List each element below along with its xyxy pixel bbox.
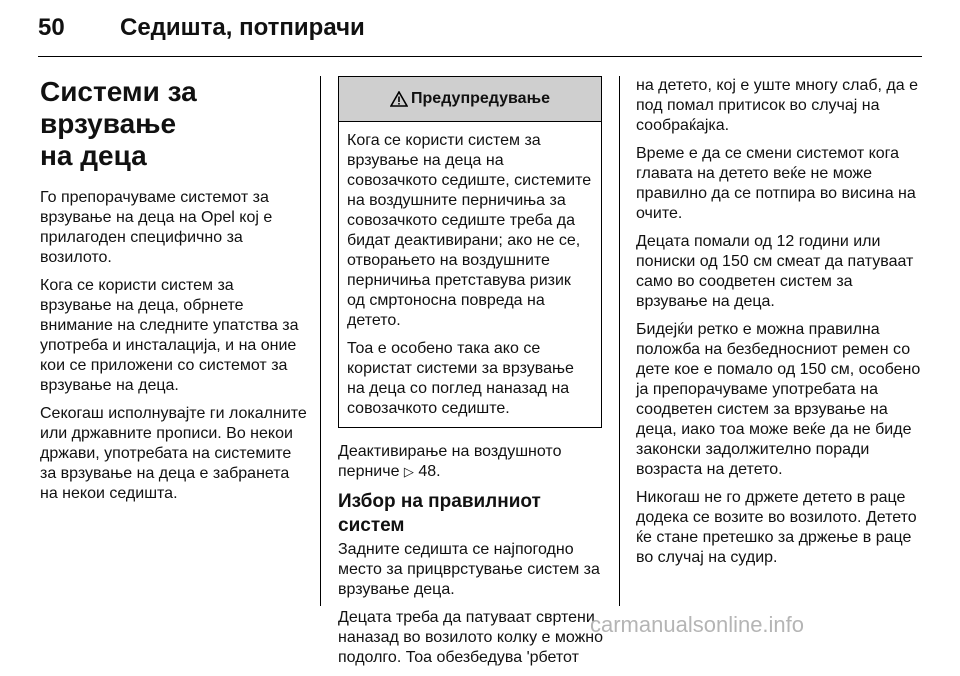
warning-body [339,122,601,419]
paragraph: Децата треба да патуваат свртени наназад во возилото колку е можно подолго. Тоа обезбедува 'рбетот [338,609,604,666]
paragraph: Го препорачуваме системот за врзување на деца на Opel кој е прилагоден специфично за возилото. [40,189,273,266]
paragraph: Децата помали од 12 години или пониски од 150 см смеат да патуваат само во соодветен систем за врзување на деца. [636,233,914,310]
paragraph: Кога се користи систем за врзување на деца, обрнете внимание на следните упатства за употреба и инсталација, и на оние кои се приложени со системот за врзување на деца. [40,277,299,394]
paragraph: Никогаш не го држете детето в раце додека се возите во возилото. Детето ќе стане претешко за држење в раце во случај на судир. [636,489,917,566]
warning-box [338,76,602,428]
warning-header [339,77,601,122]
deactivation-ref-page[interactable]: 48. [418,463,441,480]
column-middle [338,76,604,676]
page-header [0,0,960,60]
column-left [40,76,308,512]
paragraph: Задните седишта се најпогодно место за прицврстување систем за врзување деца. [338,541,600,598]
paragraph: Време е да се смени системот кога главата на детето веќе не може правилно да се потпира во висина на очите. [636,145,916,222]
paragraph: Секогаш исполнувајте ги локалните или државните прописи. Во некои држави, употребата на системите за врзување на деца е забранета на некои седишта. [40,405,307,502]
column-divider-2 [619,76,620,606]
subheading: Избор на правилниот систем [338,491,541,536]
paragraph: Бидејќи ретко е можна правилна положба на безбедносниот ремен со дете кое е помало од 150 см, особено ја препорачуваме употребата на соодветен систем за врзување на деца, иако тоа може веќе да не биде законски задолжително поради возраста на детето. [636,321,921,478]
warning-paragraph: Тоа е особено така ако се користат системи за врзување на деца со поглед наназад на совозачкото седиште. [347,340,574,417]
deactivation-text: Деактивирање на воздушното перниче [338,443,562,480]
reference-arrow-icon: ▷ [403,464,414,479]
page-title [40,76,308,172]
warning-title: Предупредување [411,90,550,107]
column-divider-1 [320,76,321,606]
page-number: 50 [38,14,65,41]
deactivation-reference [338,442,604,482]
watermark: carmanualsonline.info [590,612,805,637]
warning-triangle-icon [390,91,408,107]
header-rule [38,56,922,57]
page-title-line2: на деца [40,140,147,171]
warning-paragraph: Кога се користи систем за врзување на деца на совозачкото седиште, системите на воздушните перничиња за совозачкото седиште треба да бидат деактивирани; ако не се, отворањето на воздушните перничиња претставува ризик од смртоносна повреда на детето. [347,132,592,329]
paragraph: на детето, кој е уште многу слаб, да е под помал притисок во случај на сообраќајка. [636,77,918,134]
page-title-line1: Системи за врзување [40,76,197,139]
column-right [636,76,926,576]
section-title: Седишта, потпирачи [120,14,365,41]
